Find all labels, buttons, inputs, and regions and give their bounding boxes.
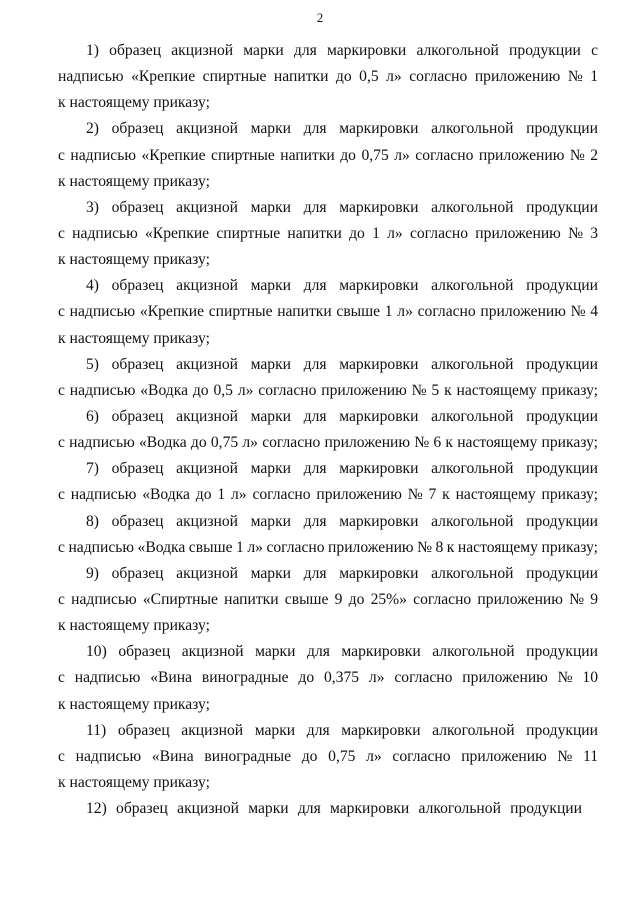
text-line: 7) образец акцизной марки для маркировки алкогольной продукции [86,460,598,478]
text-line: надписью «Крепкие спиртные напитки до 0,5 л» согласно приложению № 1 [58,68,598,86]
text-line: к настоящему приказу; [58,695,210,713]
paragraph-item-11 [58,718,598,796]
text-line: с надписью «Водка до 0,75 л» согласно приложению № 6 к настоящему приказу; [58,434,598,452]
text-line: 9) образец акцизной марки для маркировки алкогольной продукции [86,564,598,582]
text-line: с надписью «Вина виноградные до 0,75 л» согласно приложению № 11 [58,747,598,765]
text-line: с надписью «Водка до 0,5 л» согласно приложению № 5 к настоящему приказу; [58,381,598,399]
text-line: к настоящему приказу; [58,773,210,791]
paragraph-item-4 [58,273,598,351]
text-line: с надписью «Крепкие спиртные напитки до 1 л» согласно приложению № 3 [58,224,598,242]
text-line: 4) образец акцизной марки для маркировки алкогольной продукции [86,277,598,295]
paragraph-item-8 [58,509,598,561]
text-line: 8) образец акцизной марки для маркировки алкогольной продукции [86,512,598,530]
text-line: с надписью «Крепкие спиртные напитки до 0,75 л» согласно приложению № 2 [58,146,598,164]
document-body [58,38,598,822]
text-line: к настоящему приказу; [58,329,210,347]
paragraph-item-1 [58,38,598,116]
text-line: с надписью «Спиртные напитки свыше 9 до 25%» согласно приложению № 9 [58,590,598,608]
text-line: к настоящему приказу; [58,94,210,112]
paragraph-item-7 [58,456,598,508]
paragraph-item-12 [58,796,598,822]
paragraph-item-3 [58,195,598,273]
text-line: с надписью «Крепкие спиртные напитки свыше 1 л» согласно приложению № 4 [58,303,598,321]
paragraph-item-10 [58,639,598,717]
text-line: 3) образец акцизной марки для маркировки алкогольной продукции [86,198,598,216]
text-line: 11) образец акцизной марки для маркировки алкогольной продукции [86,721,598,739]
page-number: 2 [316,10,324,25]
text-line: 5) образец акцизной марки для маркировки алкогольной продукции [86,355,598,373]
text-line: с надписью «Водка до 1 л» согласно приложению № 7 к настоящему приказу; [58,486,598,504]
text-line: 10) образец акцизной марки для маркировки алкогольной продукции [86,643,598,661]
paragraph-item-9 [58,561,598,639]
text-line: 1) образец акцизной марки для маркировки алкогольной продукции с [86,42,598,59]
text-line: к настоящему приказу; [58,172,210,190]
text-line: с надписью «Вина виноградные до 0,375 л» согласно приложению № 10 [58,669,598,687]
paragraph-item-5 [58,352,598,404]
text-line: к настоящему приказу; [58,251,210,269]
text-line: 12) образец акцизной марки для маркировки алкогольной продукции [86,800,582,818]
text-line: с надписью «Водка свыше 1 л» согласно приложению № 8 к настоящему приказу; [58,538,598,556]
paragraph-item-6 [58,404,598,456]
text-line: 6) образец акцизной марки для маркировки алкогольной продукции [86,407,598,425]
text-line: к настоящему приказу; [58,617,210,635]
paragraph-item-2 [58,116,598,194]
text-line: 2) образец акцизной марки для маркировки алкогольной продукции [86,120,598,138]
